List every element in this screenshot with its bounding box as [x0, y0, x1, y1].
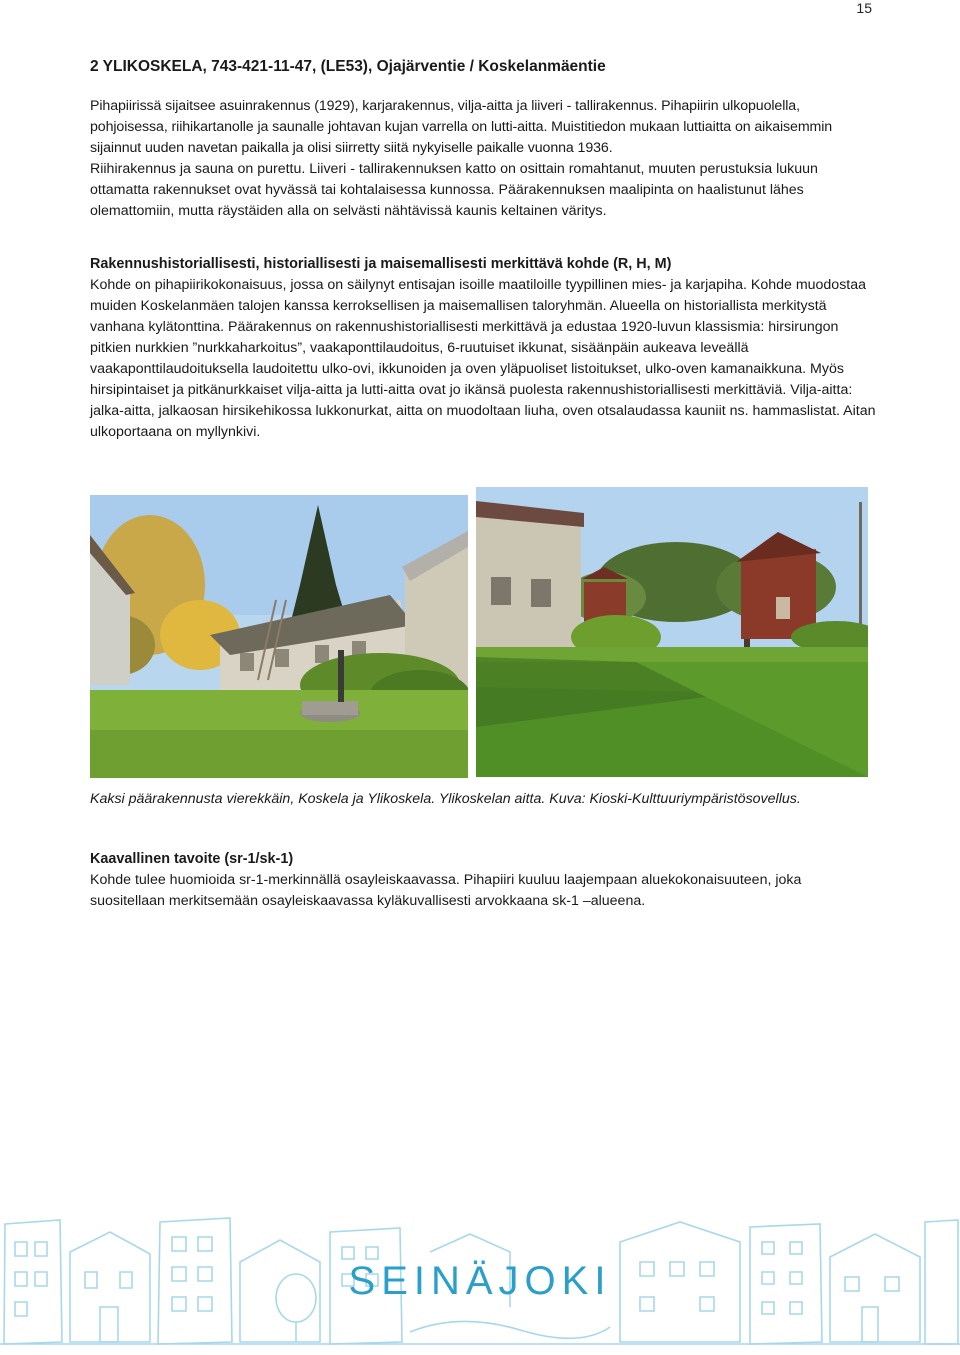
- description-condition: Riihirakennus ja sauna on purettu. Liiveri - tallirakennuksen katto on osittain romahtanut, muuten perustuksia lukuun ottamatta rakennukset ovat hyvässä tai kohtalaisessa kunnossa. Päärakennuksen maalipinta on haalistunut lähes olemattomiin, mutta räystäiden alla on selvästi nähtävissä kaunis keltainen väritys.: [90, 161, 818, 219]
- planning-section: [90, 849, 880, 912]
- planning-title: Kaavallinen tavoite (sr-1/sk-1): [90, 851, 294, 867]
- photo-row: [90, 495, 880, 789]
- photo-granary: [476, 487, 868, 777]
- document-body: [90, 58, 880, 912]
- seinajoki-logo: SEINÄJOKI: [348, 1259, 612, 1303]
- photo-caption: Kaksi päärakennusta vierekkäin, Koskela ja Ylikoskela. Ylikoskelan aitta. Kuva: Kioski-Kulttuuriympäristösovellus.: [90, 791, 801, 807]
- description-intro: Pihapiirissä sijaitsee asuinrakennus (1929), karjarakennus, vilja-aitta ja liiveri - tallirakennus. Pihapiirin ulkopuolella, pohjoisessa, riihikartanolle ja saunalle johtavan kujan varrella on lutti-aitta. Muistitiedon mukaan luttiaitta on aikaisemmin sijainnut uuden navetan paikalla ja olisi siirretty siitä nykyiselle paikalle vuonna 1936.: [90, 98, 833, 156]
- significance-text: Kohde on pihapiirikokonaisuus, jossa on säilynyt entisajan isoille maatiloille tyypillinen mies- ja karjapiha. Kohde muodostaa muiden Koskelanmäen talojen kanssa kerroksellisen ja maisemallisen taloryhmän. Alueella on historiallista merkitystä vanhana kylätonttina. Päärakennus on rakennushistoriallisesti merkittävä ja edustaa 1920-luvun klassismia: hirsirungon pitkien nurkkien ”nurkkaharkoitus”, vaakaponttilaudoitus, 6-ruutuiset ikkunat, sisäänpäin aukeava leveällä vaakaponttilaudoituksella laudoitettu ulko-ovi, ikkunoiden ja oven yläpuoliset listoitukset, ulko-oven kamanaikkuna. Myös hirsipintaiset ja pitkänurkkaiset vilja-aitta ja lutti-aitta ovat jo ikänsä puolesta rakennushistoriallisesti merkittäviä. Vilja-aitta: jalka-aitta, jalkaosan hirsikehikossa lukkonurkat, aitta on muodoltaan liuha, oven otsalaudassa kauniit ns. hammaslistat. Aitan ulkoportaana on myllynkivi.: [90, 277, 876, 440]
- photo-farmhouses: [90, 495, 468, 778]
- significance-title: Rakennushistoriallisesti, historiallisesti ja maisemallisesti merkittävä kohde (R, H, M): [90, 256, 672, 272]
- page-number: 15: [856, 0, 872, 16]
- planning-text: Kohde tulee huomioida sr-1-merkinnällä osayleiskaavassa. Pihapiiri kuuluu laajempaan aluekokonaisuuteen, joka suositellaan merkitsemään osayleiskaavassa kyläkuvallisesti arvokkaana sk-1 –alueena.: [90, 872, 802, 909]
- town-sketch-illustration: [0, 1212, 960, 1350]
- footer-banner: [0, 1212, 960, 1350]
- significance-section: [90, 254, 880, 443]
- section-heading: 2 YLIKOSKELA, 743-421-11-47, (LE53), Ojajärventie / Koskelanmäentie: [90, 58, 606, 75]
